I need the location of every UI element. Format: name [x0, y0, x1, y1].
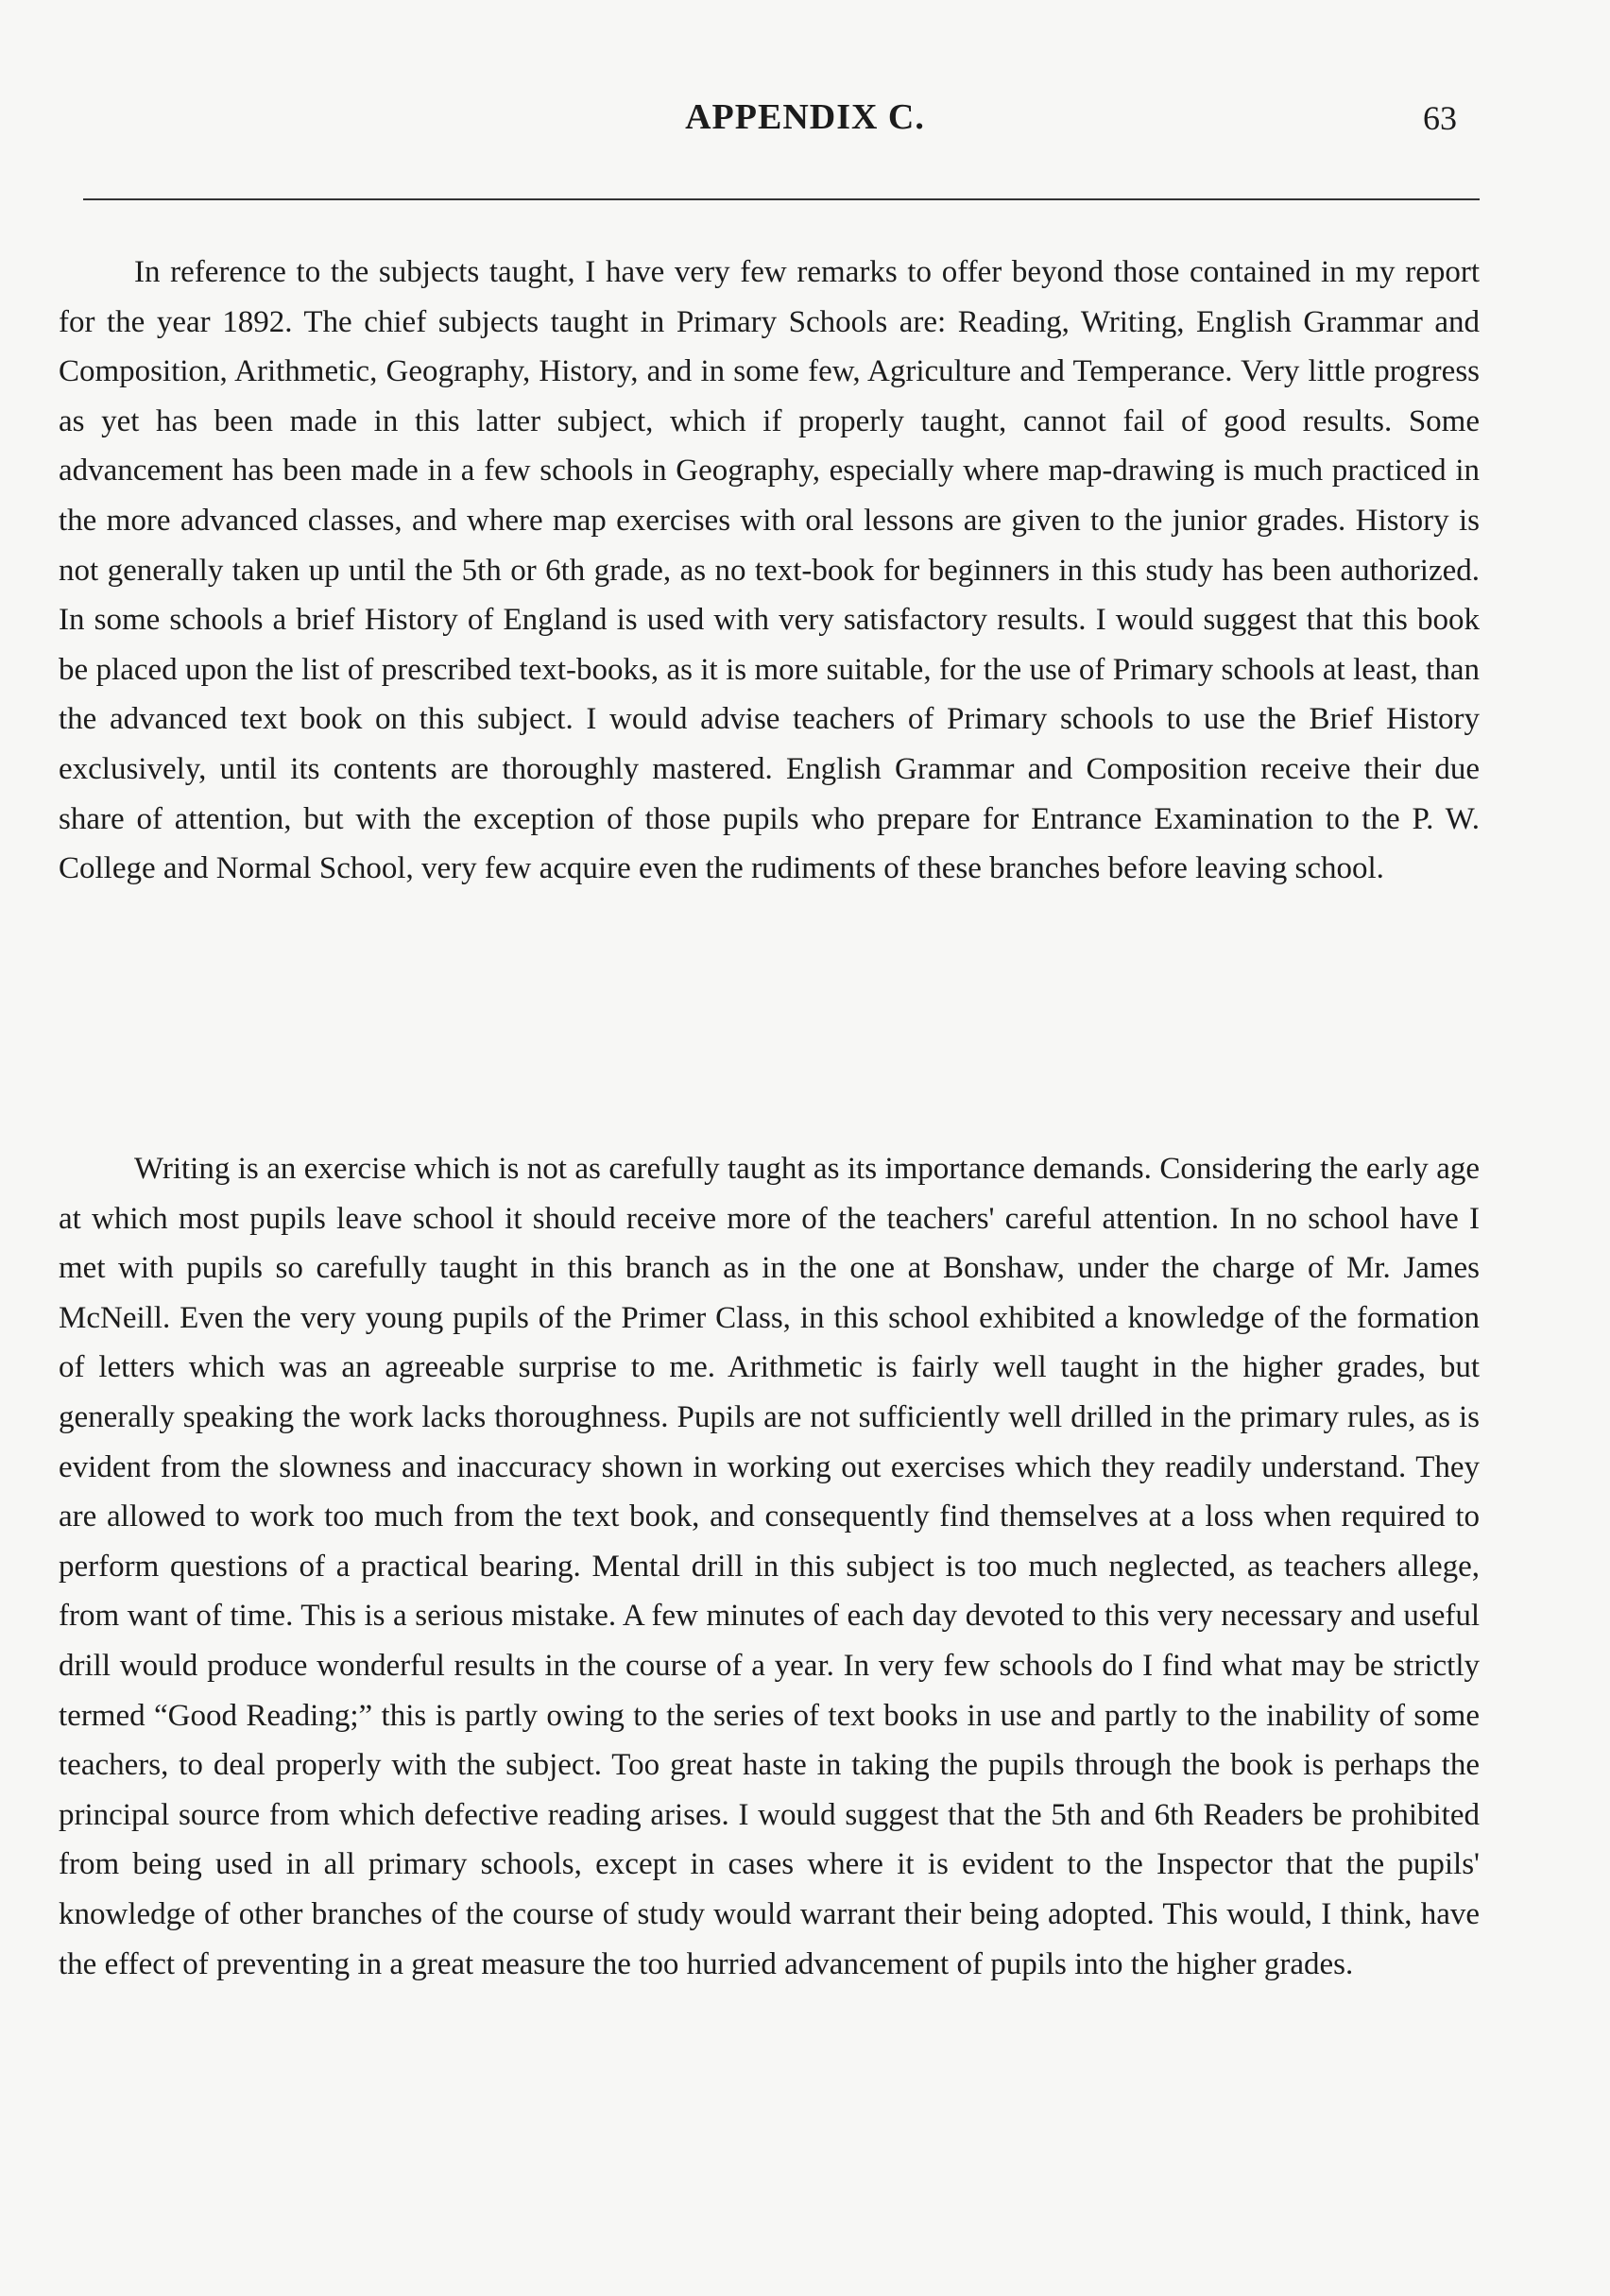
body-paragraph — [59, 1144, 1480, 1989]
page-title: APPENDIX C. — [685, 97, 925, 137]
header-rule — [83, 198, 1480, 200]
paragraph-text: In reference to the subjects taught, I have very few remarks to offer beyond those contained in my report for the year 1892. The chief subjects taught in Primary Schools are: Reading, Writing, English Grammar and Composition, Arithmetic, Geography, History, and in some few, Agriculture and Temperance. Very little progress as yet has been made in this latter subject, which if properly taught, cannot fail of good results. Some advancement has been made in a few schools in Geography, especially where map-drawing is much practiced in the more advanced classes, and where map exercises with oral lessons are given to the junior grades. History is not generally taken up until the 5th or 6th grade, as no text-book for beginners in this study has been authorized. In some schools a brief History of England is used with very satisfactory results. I would suggest that this book be placed upon the list of prescribed text-books, as it is more suitable, for the use of Primary schools at least, than the advanced text book on this subject. I would advise teachers of Primary schools to use the Brief History exclusively, until its contents are thoroughly mastered. English Grammar and Composition receive their due share of attention, but with the exception of those pupils who prepare for Entrance Examination to the P. W. College and Normal School, very few acquire even the rudiments of these branches before leaving school. — [59, 255, 1480, 886]
paragraph-text: Writing is an exercise which is not as carefully taught as its importance demands. Considering the early age at which most pupils leave school it should receive more of the teachers' careful attention. In no school have I met with pupils so carefully taught in this branch as in the one at Bonshaw, under the charge of Mr. James McNeill. Even the very young pupils of the Primer Class, in this school exhibited a knowledge of the formation of letters which was an agreeable surprise to me. Arithmetic is fairly well taught in the higher grades, but generally speaking the work lacks thoroughness. Pupils are not sufficiently well drilled in the primary rules, as is evident from the slowness and inaccuracy shown in working out exercises which they readily understand. They are allowed to work too much from the text book, and consequently find themselves at a loss when required to perform questions of a practical bearing. Mental drill in this subject is too much neglected, as teachers allege, from want of time. This is a serious mistake. A few minutes of each day devoted to this very necessary and useful drill would produce wonderful results in the course of a year. In very few schools do I find what may be strictly termed “Good Reading;” this is partly owing to the series of text books in use and partly to the inability of some teachers, to deal properly with the subject. Too great haste in taking the pupils through the book is perhaps the principal source from which defective reading arises. I would suggest that the 5th and 6th Readers be prohibited from being used in all primary schools, except in cases where it is evident to the Inspector that the pupils' knowledge of other branches of the course of study would warrant their being adopted. This would, I think, have the effect of preventing in a great measure the too hurried advancement of pupils into the higher grades. — [59, 1152, 1480, 1981]
running-head — [0, 96, 1610, 144]
body-paragraph — [59, 248, 1480, 894]
page-number: 63 — [1423, 99, 1457, 137]
